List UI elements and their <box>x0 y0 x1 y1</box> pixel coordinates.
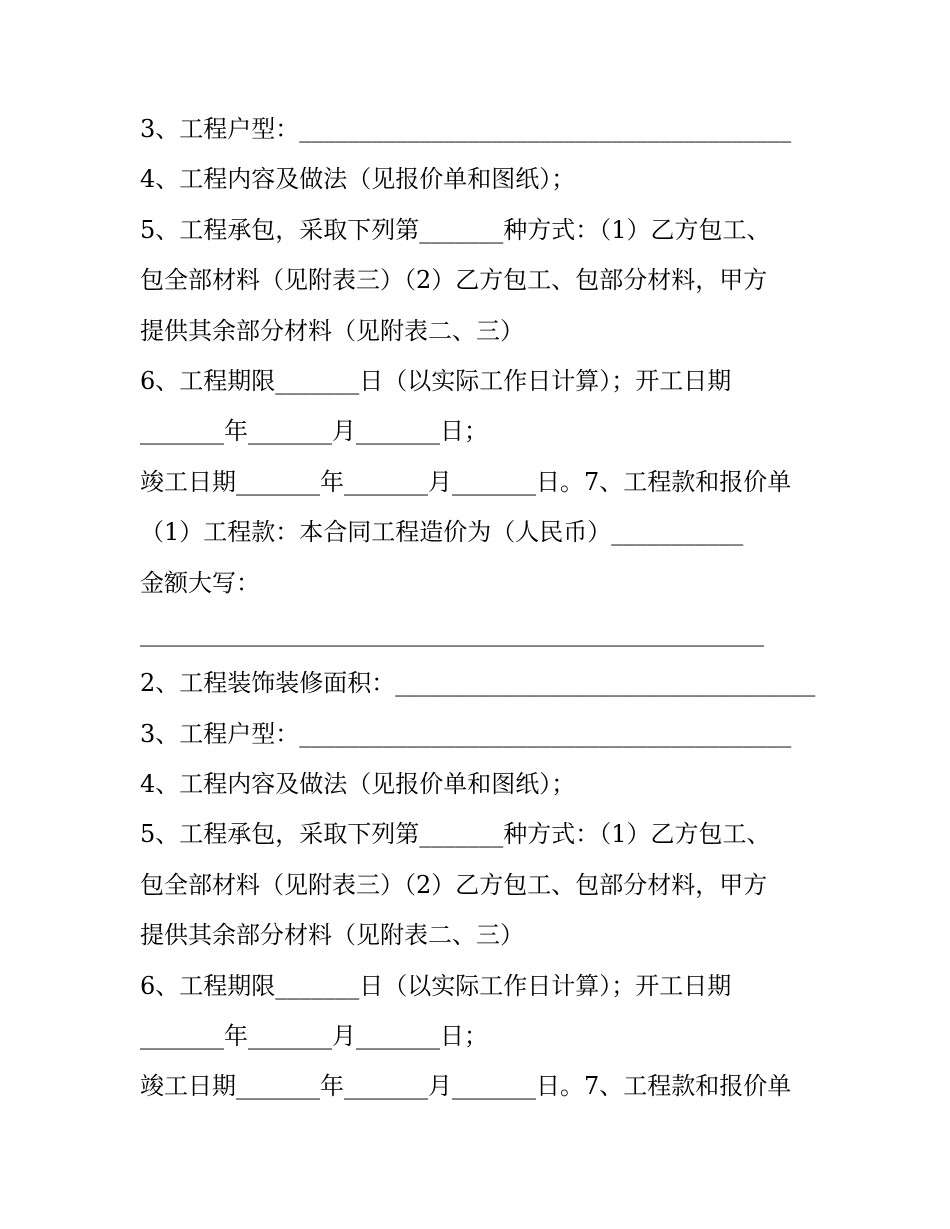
line-decoration-area: 2、工程装饰装修面积：___________________________________ <box>140 669 816 698</box>
line-amount-in-words: 金额大写： <box>140 568 260 597</box>
document-body <box>140 104 840 1112</box>
line-project-duration: 6、工程期限_______日（以实际工作日计算）；开工日期 <box>140 366 732 395</box>
line-materials-option: 包全部材料（见附表三）（2）乙方包工、包部分材料，甲方 <box>140 266 768 295</box>
line-materials-option: 包全部材料（见附表三）（2）乙方包工、包部分材料，甲方 <box>140 870 768 899</box>
line-project-duration: 6、工程期限_______日（以实际工作日计算）；开工日期 <box>140 971 732 1000</box>
line-project-type: 3、工程户型：_________________________________________ <box>140 719 792 748</box>
line-start-date: _______年_______月_______日； <box>140 417 488 446</box>
line-amount-blank: ____________________________________________________ <box>140 618 764 647</box>
line-project-cost: （1）工程款：本合同工程造价为（人民币）___________ <box>140 518 744 547</box>
line-start-date: _______年_______月_______日； <box>140 1022 488 1051</box>
line-project-content: 4、工程内容及做法（见报价单和图纸）； <box>140 770 576 799</box>
line-completion-date: 竣工日期_______年_______月_______日。7、工程款和报价单 <box>140 467 792 496</box>
line-materials-supply: 提供其余部分材料（见附表二、三） <box>140 316 524 345</box>
line-project-type: 3、工程户型：_________________________________________ <box>140 115 792 143</box>
line-contract-method: 5、工程承包，采取下列第_______种方式：（1）乙方包工、 <box>140 215 771 244</box>
line-completion-date: 竣工日期_______年_______月_______日。7、工程款和报价单 <box>140 1072 792 1101</box>
line-materials-supply: 提供其余部分材料（见附表二、三） <box>140 921 524 950</box>
line-project-content: 4、工程内容及做法（见报价单和图纸）； <box>140 165 576 194</box>
line-contract-method: 5、工程承包，采取下列第_______种方式：（1）乙方包工、 <box>140 820 771 849</box>
